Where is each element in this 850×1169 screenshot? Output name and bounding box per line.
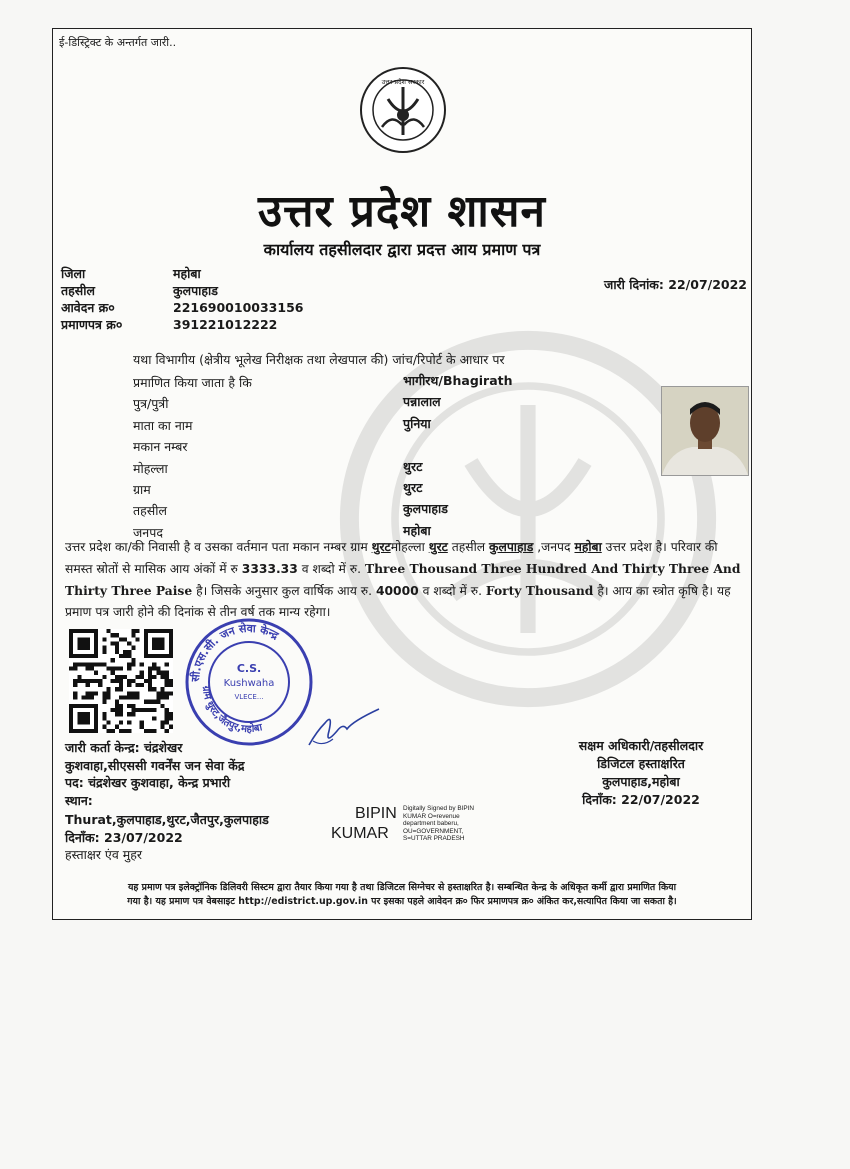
dsig-detail-2: KUMAR O=revenue xyxy=(403,812,460,820)
issuer-line-5: Thurat,कुलपाहाड,थुरट,जैतपुर,कुलपाहाड xyxy=(65,812,269,827)
para-monthly-words: Three Thousand Three Hundred And Thirty Three And Thirty Three Paise xyxy=(65,561,741,598)
dsig-detail-5: S=UTTAR PRADESH xyxy=(403,835,465,842)
para-text-2: मोहल्ला xyxy=(390,540,429,554)
header-labels xyxy=(61,265,122,333)
value-application-no: 221690010033156 xyxy=(173,300,304,315)
authority-line-2: डिजिटल हस्ताक्षरित xyxy=(597,756,685,771)
value-mother: पुनिया xyxy=(403,415,431,431)
value-district-2: महोबा xyxy=(403,522,431,538)
value-house-no xyxy=(403,434,513,455)
stamp-center-2: Kushwaha xyxy=(223,678,275,689)
certificate-paragraph xyxy=(65,537,745,623)
authority-line-4: दिनाँक: 22/07/2022 xyxy=(582,792,700,807)
para-tehsil: कुलपाहाड xyxy=(489,540,534,554)
para-text-1: उत्तर प्रदेश का/की निवासी है व उसका वर्तमान पता मकान नम्बर ग्राम xyxy=(65,540,372,554)
para-text-6: व शब्दो में रु. xyxy=(297,562,365,576)
dsig-name-1: BIPIN xyxy=(355,805,397,822)
value-village: थुरट xyxy=(403,480,423,496)
value-name: भागीरथ/Bhagirath xyxy=(403,373,513,388)
value-certificate-no: 391221012222 xyxy=(173,317,278,332)
value-tehsil: कुलपाहाड xyxy=(173,283,218,298)
header-values xyxy=(173,265,303,333)
dsig-detail-3: department baberu, xyxy=(403,820,459,827)
dsig-name-2: KUMAR xyxy=(331,825,389,842)
issuer-block xyxy=(65,739,269,864)
applicant-photo xyxy=(661,386,749,476)
footer-line-2: गया है। यह प्रमाण पत्र वेबसाइट http://edistrict.up.gov.in पर इसका पहले आवेदन क्र० फिर प्रमाणपत्र क्र० अंकित कर,सत्यापित किया जा सकता है। xyxy=(127,896,677,907)
svg-text:सी.एस.सी. जन सेवा केन्द्र xyxy=(188,621,282,683)
para-text-3: तहसील xyxy=(447,540,490,554)
para-text-8: व शब्दो में रु. xyxy=(418,584,486,598)
value-tehsil-2: कुलपाहाड xyxy=(403,501,448,517)
para-text-4: ,जनपद xyxy=(533,540,575,554)
label-certificate-no: प्रमाणपत्र क्र० xyxy=(61,317,123,332)
stamp-ring-bottom: ग्राम थुरट,जैतपुर,महोबा xyxy=(199,685,264,736)
issuer-line-6: दिनाँक: 23/07/2022 xyxy=(65,829,183,845)
page-title: उत्तर प्रदेश शासन xyxy=(258,186,546,237)
label-certified: प्रमाणित किया जाता है कि xyxy=(133,375,252,390)
csc-stamp-icon xyxy=(183,616,315,748)
para-monthly-income: 3333.33 xyxy=(241,562,298,576)
qr-code-icon xyxy=(69,629,173,733)
issuer-line-4: स्थान: xyxy=(65,792,93,808)
person-values xyxy=(403,370,513,541)
label-mother: माता का नाम xyxy=(133,417,193,433)
issue-date xyxy=(604,276,747,293)
handwritten-signature-icon xyxy=(303,701,383,751)
label-district-2: जनपद xyxy=(133,524,163,540)
value-mohalla: थुरट xyxy=(403,458,423,474)
para-annual-income: 40000 xyxy=(375,584,419,598)
para-village: थुरट xyxy=(371,540,391,554)
para-annual-words: Forty Thousand xyxy=(485,583,594,598)
label-village: ग्राम xyxy=(133,482,151,498)
dsig-detail-4: OU=GOVERNMENT, xyxy=(403,827,464,835)
issuer-line-7: हस्ताक्षर एंव मुहर xyxy=(65,847,142,862)
dsig-detail-1: Digitally Signed by BIPIN xyxy=(403,805,475,812)
svg-text:ग्राम थुरट,जैतपुर,महोबा xyxy=(200,684,264,735)
issuer-line-1: जारी कर्ता केन्द्र: चंद्रशेखर xyxy=(65,740,183,755)
footer-note xyxy=(63,881,741,909)
value-district: महोबा xyxy=(173,266,201,281)
top-note: ई-डिस्ट्रिक्ट के अन्तर्गत जारी.. xyxy=(59,36,177,49)
para-text-5: उत्तर प्रदेश है। परिवार की समस्त स्रोतों से मासिक आय अंकों में रु xyxy=(65,540,718,576)
issuer-line-3: पद: चंद्रशेखर कुशवाहा, केन्द्र प्रभारी xyxy=(65,775,231,790)
person-photo-icon xyxy=(662,387,748,475)
para-mohalla: थुरट xyxy=(428,540,448,554)
dsig-details xyxy=(403,805,513,843)
emblem-text: उत्तर प्रदेश सरकार xyxy=(381,78,425,86)
label-tehsil: तहसील xyxy=(61,283,95,298)
issue-date-label: जारी दिनांक: xyxy=(604,277,664,292)
authority-block xyxy=(531,737,751,809)
authority-line-1: सक्षम अधिकारी/तहसीलदार xyxy=(578,738,704,753)
stamp-center-1: C.S. xyxy=(236,662,262,675)
authority-line-3: कुलपाहाड,महोबा xyxy=(602,774,680,789)
stamp-center-3: VLECE... xyxy=(234,693,264,701)
issue-date-value: 22/07/2022 xyxy=(668,277,747,292)
issuer-line-2: कुशवाहा,सीएससी गवर्नेंस जन सेवा केंद्र xyxy=(65,757,245,773)
footer-line-1: यह प्रमाण पत्र इलेक्ट्रॉनिक डिलिवरी सिस्टम द्वारा तैयार किया गया है तथा डिजिटल सिग्नेचर से हस्ताक्षरित है। सम्बन्धित केन्द्र के अधिकृत कर्मी द्वारा प्रमाणित किया xyxy=(127,882,677,893)
label-house-no: मकान नम्बर xyxy=(133,439,188,455)
page-subtitle: कार्यालय तहसीलदार द्वारा प्रदत्त आय प्रमाण पत्र xyxy=(263,240,541,259)
label-tehsil-2: तहसील xyxy=(133,503,167,519)
label-district: जिला xyxy=(61,266,86,281)
label-son-daughter: पुत्र/पुत्री xyxy=(133,396,169,412)
para-text-7: है। जिसके अनुसार कुल वार्षिक आय रु. xyxy=(192,584,376,598)
para-text-9: है। आय का स्त्रोत कृषि है। यह प्रमाण पत्र जारी होने की दिनांक से तीन वर्ष तक मान्य रहेगा। xyxy=(65,584,731,619)
label-mohalla: मोहल्ला xyxy=(133,460,168,476)
certificate-frame xyxy=(52,28,752,920)
label-application-no: आवेदन क्र० xyxy=(61,300,115,315)
intro-line: यथा विभागीय (क्षेत्रीय भूलेख निरीक्षक तथा लेखपाल की) जांच/रिपोर्ट के आधार पर xyxy=(133,352,505,367)
stamp-ring-top: सी.एस.सी. जन सेवा केन्द्र xyxy=(188,621,281,683)
value-father: पन्नालाल xyxy=(403,394,441,410)
para-district: महोबा xyxy=(574,540,602,554)
person-labels xyxy=(133,372,252,543)
